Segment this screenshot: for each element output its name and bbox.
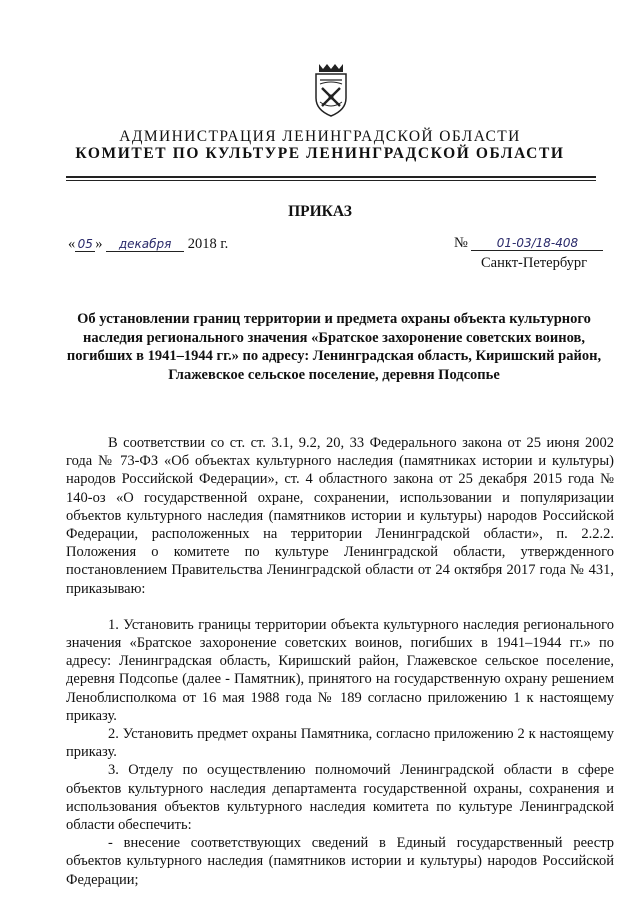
preamble-paragraph: В соответствии со ст. ст. 3.1, 9.2, 20, 33 Федерального закона от 25 июня 2002 года № 73-ФЗ «Об объектах культурного наследия (памятниках истории и культуры) народов Российской Федерации», ст. 4 областного закона от 25 декабря 2015 года № 140-оз «О государственной охране, сохранении, использовании и популяризации объектов культурного наследия (памятников истории и культуры) народов Российской Федерации, расположенных на территории Ленинградской области», п. 2.2.2. Положения о комитете по культуре Ленинградской области, утвержденного постановлением Правительства Ленинградской области от 24 октября 2017 года № 431, приказываю: xyxy=(66,435,614,597)
number-value: 01-03/18-408 xyxy=(471,236,603,251)
coat-of-arms-icon xyxy=(312,62,350,118)
order-body xyxy=(66,434,614,889)
date-month: декабря xyxy=(106,237,184,252)
document-number xyxy=(454,235,603,252)
order-item-3-subitem: - внесение соответствующих сведений в Единый государственный реестр объектов культурного наследия (памятников истории и культуры) народов Российской Федерации; xyxy=(66,835,614,888)
date-open-quote: « xyxy=(68,236,76,252)
date-day: 05 xyxy=(75,237,95,252)
order-item-1: 1. Установить границы территории объекта культурного наследия регионального значения «Братское захоронение советских воинов, погибших в 1941–1944 гг.» по адресу: Ленинградская область, Киришский район, Глажевское сельское поселение, деревня Подсопье (далее - Памятник), принятого на государственную охрану решением Леноблисполкома от 16 мая 1988 года № 189 согласно приложению 1 к настоящему приказу. xyxy=(66,616,614,724)
order-item-2: 2. Установить предмет охраны Памятника, согласно приложению 2 к настоящему приказу. xyxy=(66,726,614,761)
order-title: Об установлении границ территории и предмета охраны объекта культурного наследия регионального значения «Братское захоронение советских воинов, погибших в 1941–1944 гг.» по адресу: Ленинградская область, Киришский район, Глажевское сельское поселение, деревня Подсопье xyxy=(66,311,602,383)
date-close-quote: » xyxy=(95,236,103,252)
number-sign: № xyxy=(454,235,468,251)
order-item-3: 3. Отделу по осуществлению полномочий Ленинградской области в сфере объектов культурного наследия департамента государственной охраны, сохранения и использования объектов культурного наследия комитета по культуре Ленинградской области обеспечить: xyxy=(66,762,614,834)
document-city: Санкт-Петербург xyxy=(481,255,588,271)
organization-name: АДМИНИСТРАЦИЯ ЛЕНИНГРАДСКОЙ ОБЛАСТИ xyxy=(119,128,521,145)
committee-name: КОМИТЕТ ПО КУЛЬТУРЕ ЛЕНИНГРАДСКОЙ ОБЛАСТИ xyxy=(75,145,565,162)
document-type: ПРИКАЗ xyxy=(288,203,352,220)
header-divider-thin xyxy=(66,180,596,181)
date-year: 2018 г. xyxy=(187,236,229,252)
document-date xyxy=(68,236,228,253)
header-divider xyxy=(66,176,596,178)
